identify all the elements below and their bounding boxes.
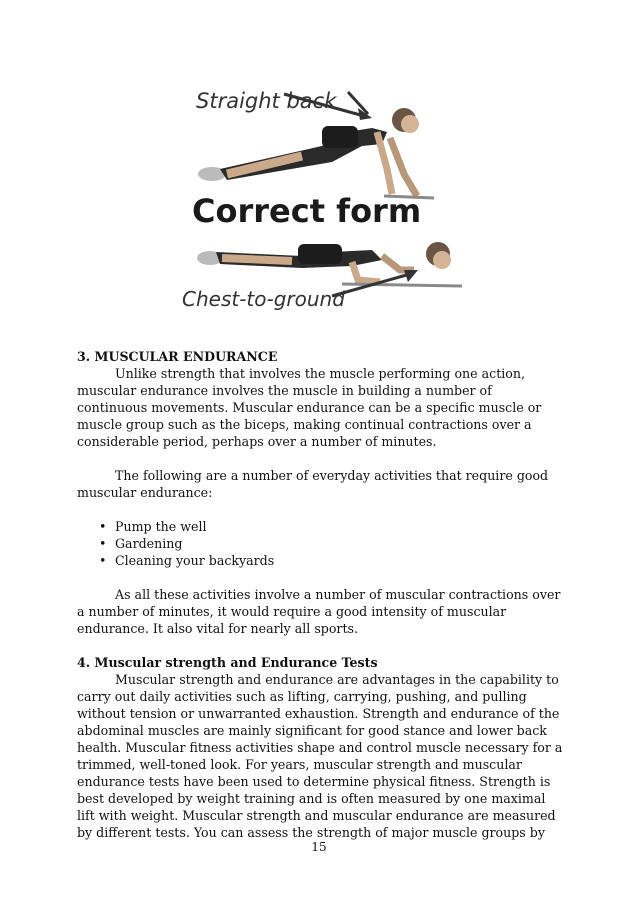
pushup-illustration: [172, 74, 472, 320]
label-straight-back: Straight back: [196, 89, 337, 113]
label-chest-to-ground: Chest-to-ground: [182, 287, 345, 311]
figure-title: Correct form: [192, 192, 422, 230]
list-item: • Pump the well: [115, 518, 563, 535]
list-item: • Cleaning your backyards: [115, 552, 563, 569]
paragraph: As all these activities involve a number of muscular contractions over a number of minutes, it would require a good intensity of muscular endurance. It also vital for nearly all sports.: [77, 587, 561, 636]
plank-person-top: [198, 108, 434, 198]
paragraph: Muscular strength and endurance are advantages in the capability to carry out daily activities such as lifting, carrying, pushing, and pulling without tension or unwarranted exhaustion. Strength and endurance of the abdominal muscles are mainly significant for good stance and lower back health. Muscular fitness activities shape and control muscle necessary for a trimmed, well-toned look. For years, muscular strength and muscular endurance tests have been used to determine physical fitness. Strength is best developed by weight training and is often measured by one maximal lift with weight. Muscular strength and muscular endurance are measured by different tests. You can assess the strength of major muscle groups by: [77, 672, 563, 840]
section-heading-tests: 4. Muscular strength and Endurance Tests: [77, 655, 378, 670]
plank-person-bottom: [197, 242, 462, 286]
paragraph: Unlike strength that involves the muscle performing one action, muscular endurance involves the muscle in building a number of continuous movements. Muscular endurance can be a specific muscle or muscle group such as the biceps, making continual contractions over a considerable period, perhaps over a number of minutes.: [77, 366, 542, 449]
list-item: • Gardening: [115, 535, 563, 552]
pushup-figure: [172, 74, 472, 320]
arrow-top: [348, 92, 368, 114]
activity-list: [77, 518, 563, 569]
body-text: [77, 348, 563, 841]
page-number: 15: [311, 840, 327, 854]
section-heading-muscular-endurance: 3. MUSCULAR ENDURANCE: [77, 349, 278, 364]
paragraph: The following are a number of everyday activities that require good muscular endurance:: [77, 468, 549, 500]
